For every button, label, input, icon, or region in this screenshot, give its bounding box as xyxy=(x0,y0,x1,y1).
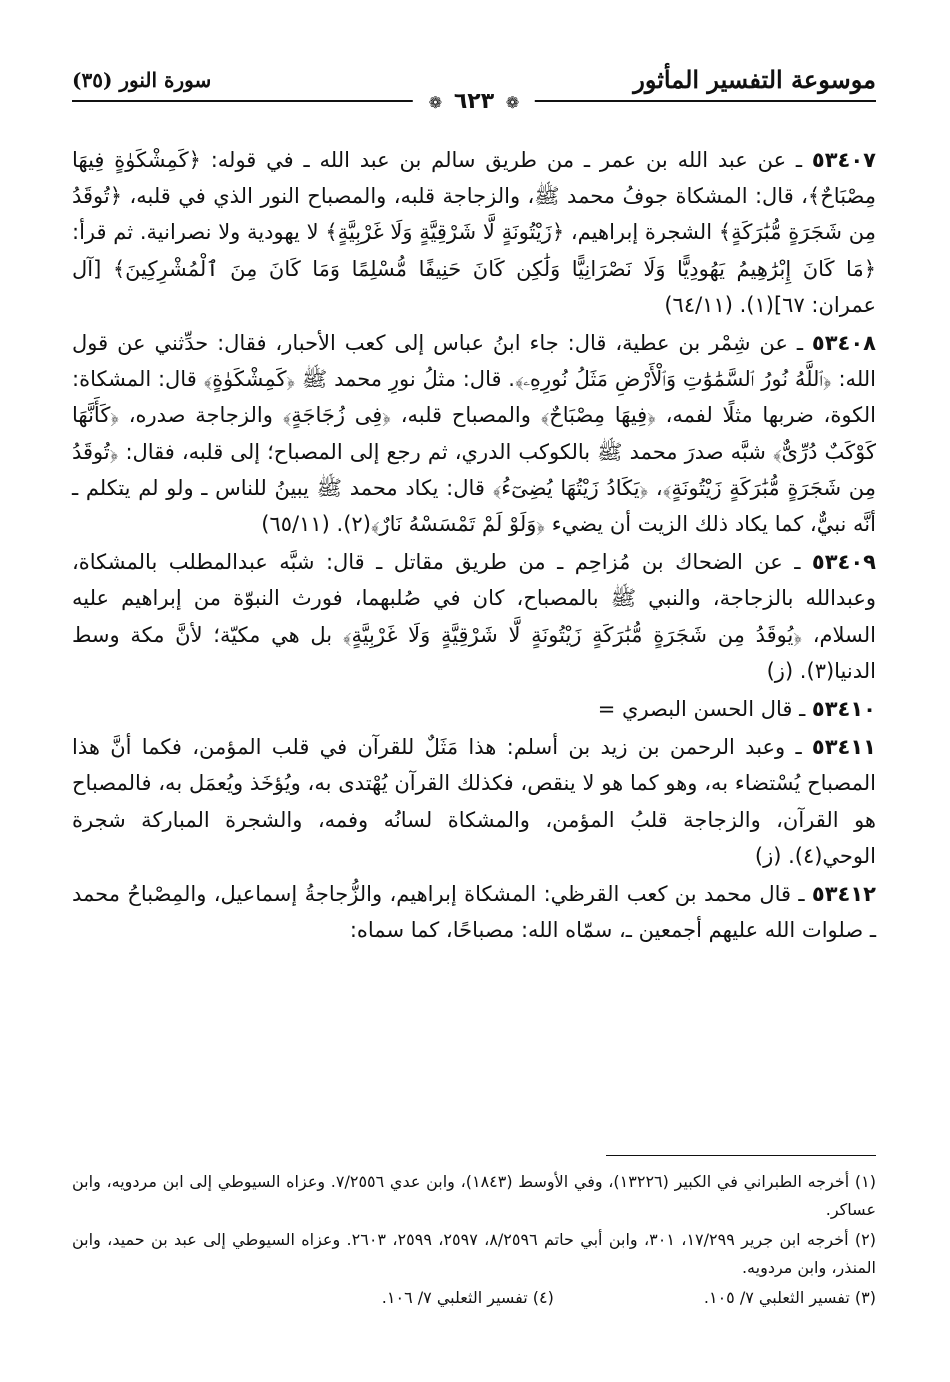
narration-text: ـ وعبد الرحمن بن زيد بن أسلم: هذا مَثَلٌ للقرآن في قلب المؤمن، فكما أنَّ هذا المصباح يُسْتضاء به، وهو كما هو لا ينقص، فكذلك القرآن يُهْتدى به، ويُؤخَذ ويُعمَل به، فالمصباح هو القرآن، والزجاجة قلبُ المؤمن، والمشكاة لسانُه وفمه، والشجرة المباركة شجرة الوحي(٤). (ز) xyxy=(72,735,876,868)
book-page xyxy=(72,60,876,1330)
narration-entry xyxy=(72,544,876,689)
narration-entry xyxy=(72,142,876,323)
narration-number: ٥٣٤٠٧ xyxy=(811,148,876,172)
main-text xyxy=(72,142,876,950)
footnote-row xyxy=(72,1284,876,1312)
page-number: ٦٢٣ xyxy=(453,89,495,114)
narration-entry xyxy=(72,876,876,948)
narration-text: ـ قال محمد بن كعب القرظي: المشكاة إبراهيم، والزُّجاجةُ إسماعيل، والمِصْباحُ محمد ـ صلوات الله عليهم أجمعين ـ، سمّاه الله: مصباحًا، كما سماه: xyxy=(72,882,876,943)
narration-number: ٥٣٤١٢ xyxy=(811,882,876,907)
running-surah-title: سورة النور (٣٥) xyxy=(72,68,212,92)
narration-entry xyxy=(72,325,876,542)
narration-text: ـ عن عبد الله بن عمر ـ من طريق سالم بن عبد الله ـ في قوله: ﴿كَمِشْكَوٰةٍ فِيهَا مِصْبَاحٌ﴾، قال: المشكاة جوفُ محمد ﷺ، والزجاجة قلبه، والمصباح النور الذي في قلبه، ﴿تُوقَدُ مِن شَجَرَةٍ مُّبَٰرَكَةٍ﴾ الشجرة إبراهيم، ﴿زَيْتُونَةٍ لَّا شَرْقِيَّةٍ وَلَا غَرْبِيَّةٍ﴾ لا يهودية ولا نصرانية. ثم قرأ: ﴿مَا كَانَ إِبْرَٰهِيمُ يَهُودِيًّا وَلَا نَصْرَانِيًّا وَلَٰكِن كَانَ حَنِيفًا مُّسْلِمًا وَمَا كَانَ مِنَ ٱلْمُشْرِكِينَ﴾ [آل عمران: ٦٧](١). (٦٤/١١) xyxy=(72,148,876,317)
footnote-3: (٣) تفسير الثعلبي ٧/ ١٠٥. xyxy=(703,1288,876,1307)
narration-number: ٥٣٤١٠ xyxy=(811,697,876,722)
page-number-block xyxy=(413,88,535,117)
footnotes xyxy=(72,1155,876,1312)
page-header xyxy=(72,60,876,114)
footnote-divider xyxy=(606,1155,876,1156)
narration-entry xyxy=(72,729,876,874)
ornament-right-icon: ❁ xyxy=(505,93,520,112)
narration-number: ٥٣٤٠٩ xyxy=(811,550,876,575)
footnote-1: (١) أخرجه الطبراني في الكبير (١٣٢٢٦)، وفي الأوسط (١٨٤٣)، وابن عدي ٧/٢٥٥٦. وعزاه السيوطي إلى ابن مردويه، وابن عساكر. xyxy=(72,1172,876,1219)
narration-entry xyxy=(72,691,876,727)
footnote-2: (٢) أخرجه ابن جرير ١٧/٢٩٩، ٣٠١، وابن أبي حاتم ٨/٢٥٩٦، ٢٥٩٧، ٢٥٩٩، ٢٦٠٣. وعزاه السيوطي إلى عبد بن حميد، وابن المنذر، وابن مردويه. xyxy=(72,1230,877,1277)
narration-text: ـ قال الحسن البصري = xyxy=(597,697,812,722)
narration-text: ـ عن الضحاك بن مُزاحِم ـ من طريق مقاتل ـ قال: شبَّه عبدالمطلب بالمشكاة، وعبدالله بالزجاجة، والنبي ﷺ بالمصباح، كان في صُلبهما، فورث النبوّة من إبراهيم عليه السلام، ﴿يُوقَدُ مِن شَجَرَةٍ مُّبَٰرَكَةٍ زَيْتُونَةٍ لَّا شَرْقِيَّةٍ وَلَا غَرْبِيَّةٍ﴾ بل هي مكيّة؛ لأنَّ مكة وسط الدنيا(٣). (ز) xyxy=(72,550,876,683)
narration-number: ٥٣٤١١ xyxy=(811,735,876,760)
narration-number: ٥٣٤٠٨ xyxy=(811,331,876,356)
footnote-4: (٤) تفسير الثعلبي ٧/ ١٠٦. xyxy=(381,1288,554,1307)
ornament-left-icon: ❁ xyxy=(428,93,443,112)
running-book-title: موسوعة التفسير المأثور xyxy=(633,65,876,94)
narration-text: ـ عن شِمْر بن عطية، قال: جاء ابنُ عباس إلى كعب الأحبار، فقال: حدِّثني عن قول الله: ﴿ٱللَّهُ نُورُ ٱلسَّمَٰوَٰتِ وَٱلْأَرْضِ مَثَلُ نُورِهِۦ﴾. قال: مثلُ نورِ محمد ﷺ ﴿كَمِشْكَوٰةٍ﴾ قال: المشكاة: الكوة، ضربها مثلًا لفمه، ﴿فِيهَا مِصْبَاحٌ﴾ والمصباح قلبه، ﴿فِى زُجَاجَةٍ﴾ والزجاجة صدره، ﴿كَأَنَّهَا كَوْكَبٌ دُرِّىٌّ﴾ شبَّه صدرَ محمد ﷺ بالكوكب الدري، ثم رجع إلى المصباح؛ إلى قلبه، فقال: ﴿تُوقَدُ مِن شَجَرَةٍ مُّبَٰرَكَةٍ زَيْتُونَةٍ﴾، ﴿يَكَادُ زَيْتُهَا يُضِىٓءُ﴾ قال: يكاد محمد ﷺ يبينُ للناس ـ ولو لم يتكلم ـ أنَّه نبيٌّ، كما يكاد ذلك الزيت أن يضيء ﴿وَلَوْ لَمْ تَمْسَسْهُ نَارٌ﴾(٢). (٦٥/١١) xyxy=(72,331,876,537)
